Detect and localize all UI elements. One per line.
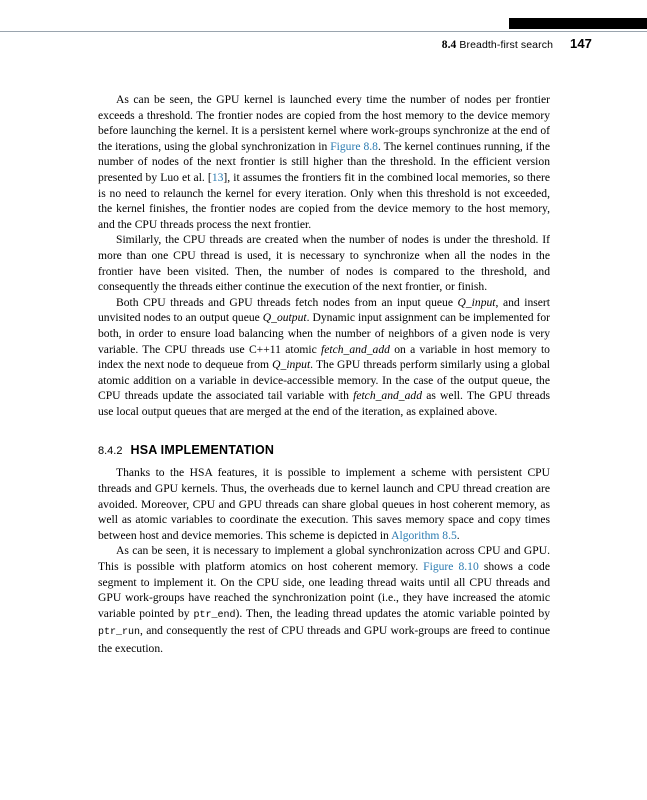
ptr-run-code: ptr_run [98, 627, 141, 639]
paragraph-2: Similarly, the CPU threads are created when the number of nodes is under the threshold. If more than one CPU thread is used, it is necessary to synchronize when all the nodes in the frontier have been visited. Then, the number of nodes is compared to the threshold, and consequently the threads either continue the execution of the next frontier, or finish. [98, 233, 550, 294]
paragraph-1-part-c: ], it assumes the frontiers fit in the combined local memories, so there is no need to relaunch the kernel for every iteration. Only when this threshold is not exceeded, the kernel finishes, the frontier nodes are copied from the device memory to the host memory, and the CPU threads process the next frontier. [98, 170, 550, 231]
paragraph-1 [98, 92, 550, 232]
running-head-section-number: 8.4 [441, 39, 457, 51]
subsection-title: HSA IMPLEMENTATION [130, 443, 275, 458]
subsection-number: 8.4.2 [98, 445, 123, 458]
figure-8-10-link[interactable]: Figure 8.10 [423, 560, 479, 574]
body-content [98, 92, 550, 657]
paragraph-3-part-f: as well. The GPU threads use local output queues that are merged at the end of the iteration, as explained above. [98, 389, 550, 418]
subsection-paragraph-2-part-c: ). Then, the leading thread updates the atomic variable pointed by [235, 606, 550, 620]
algorithm-8-5-link[interactable]: Algorithm 8.5 [391, 528, 457, 542]
running-head [442, 36, 592, 51]
paragraph-3-part-d: on a variable in host memory to index the next node to dequeue from [98, 342, 550, 372]
citation-13-link[interactable]: 13 [211, 170, 224, 184]
fetch-and-add-term-2: fetch_and_add [353, 389, 422, 403]
subsection-paragraph-2 [98, 543, 550, 656]
subsection-heading [98, 441, 550, 459]
subsection-paragraph-1-part-a: Thanks to the HSA features, it is possible to implement a scheme with persistent CPU threads and GPU kernels. Thus, the overheads due to kernel launch and CPU thread creation are avoided. Moreover, CPU and GPU threads can share global queues in host coherent memory, as well as atomic variables to coordinate the execution. This saves memory space and copy times between host and device memories. This scheme is depicted in [98, 466, 550, 542]
running-head-section-title: Breadth-first search [459, 39, 554, 51]
paragraph-1-part-b: . The kernel continues running, if the number of nodes of the next frontier is still higher than the threshold. In the efficient version presented by Luo et al. [ [98, 139, 550, 184]
subsection-paragraph-2-part-b: shows a code segment to implement it. On the CPU side, one leading thread waits until all CPU threads and GPU work-groups have reached the synchronization point (i.e., they have increased the atomic variable pointed by [98, 560, 550, 620]
q-output-term: Q_output [262, 311, 307, 325]
subsection-paragraph-1 [98, 465, 550, 543]
paragraph-3-part-e: . The GPU threads perform similarly using a global atomic addition on a variable in device-accessible memory. In the case of the output queue, the CPU threads update the associated tail variable with [98, 358, 550, 403]
paragraph-3-part-a: Both CPU threads and GPU threads fetch nodes from an input queue [116, 295, 458, 309]
subsection-paragraph-2-part-d: , and consequently the rest of CPU threads and GPU work-groups are freed to continue the execution. [98, 624, 550, 655]
header-rule [0, 31, 647, 32]
fetch-and-add-term-1: fetch_and_add [321, 342, 390, 356]
q-input-term-2: Q_input [272, 358, 311, 372]
paragraph-3 [98, 295, 550, 420]
paragraph-1-part-a: As can be seen, the GPU kernel is launched every time the number of nodes per frontier exceeds a threshold. The frontier nodes are copied from the host memory to the device memory before launching the kernel. It is a persistent kernel where work-groups synchronize at the end of the iterations, using the global synchronization in [98, 93, 550, 153]
figure-8-8-link[interactable]: Figure 8.8 [330, 139, 378, 153]
page-number: 147 [570, 36, 592, 51]
paragraph-3-part-b: , and insert unvisited nodes to an output queue [98, 295, 550, 325]
subsection-paragraph-1-part-b: . [456, 528, 460, 542]
header-black-block [509, 18, 647, 29]
subsection-paragraph-2-part-a: As can be seen, it is necessary to implement a global synchronization across CPU and GPU. This is possible with platform atomics on host coherent memory. [98, 544, 550, 574]
q-input-term-1: Q_input [457, 295, 496, 309]
paragraph-3-part-c: . Dynamic input assignment can be implemented for both, in order to ensure load balancing when the number of neighbors of a given node is very variable. The CPU threads use C++11 atomic [98, 311, 550, 356]
ptr-end-code: ptr_end [193, 609, 236, 621]
